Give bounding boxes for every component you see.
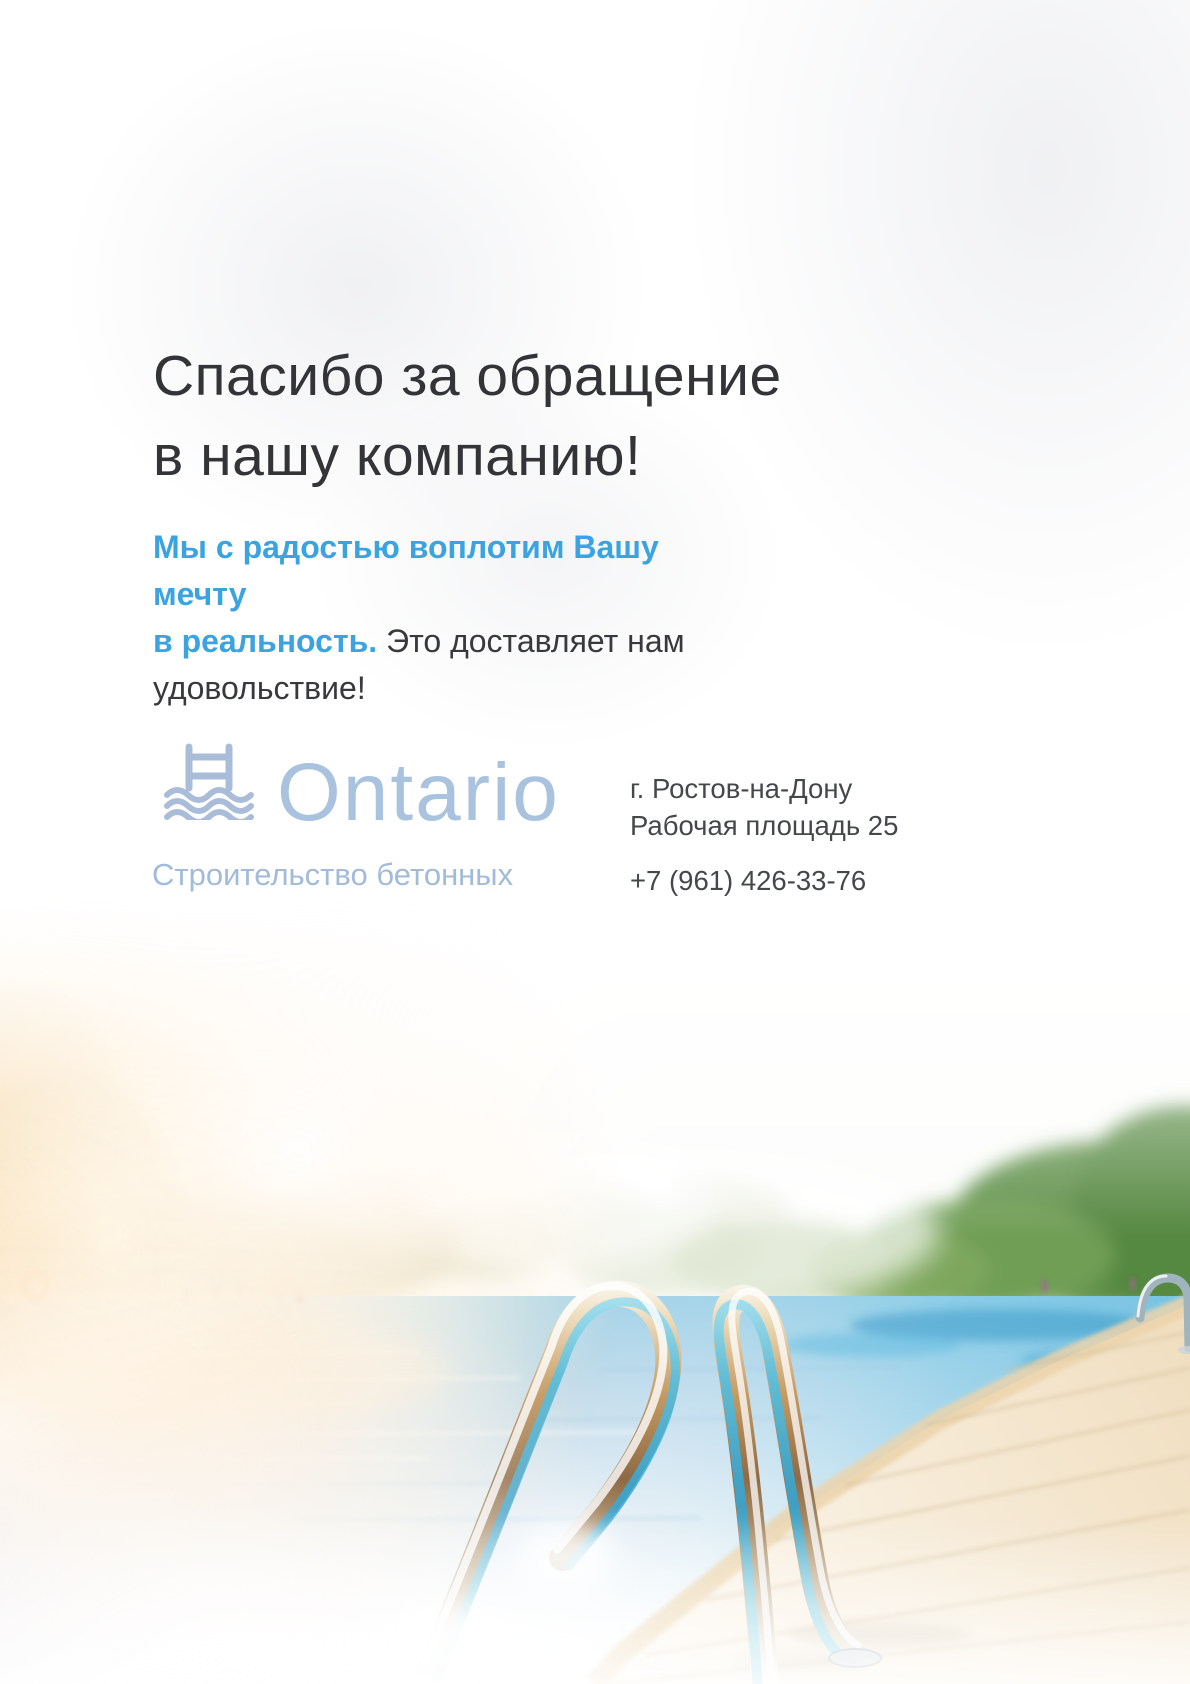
page-title-line1: Спасибо за обращение [153,344,782,408]
lead-regular: Это доставляет нам удовольствие! [153,623,685,706]
contact-city: г. Ростов-на-Дону [630,773,853,804]
lead-highlight-line1: Мы с радостью воплотим Вашу мечту [153,529,659,612]
bottom-left-glow [0,900,1190,1684]
pool-ladder-waves-icon [163,742,255,820]
brand-wordmark: Ontario [277,747,560,838]
pool-photo [0,900,1190,1684]
brand-tagline-line1: Строительство бетонных [152,857,514,892]
page-title [153,336,913,496]
lead-paragraph [153,524,753,712]
page-title-line2: в нашу компанию! [153,424,642,488]
contact-street: Рабочая площадь 25 [630,810,899,841]
contact-phone[interactable]: +7 (961) 426-33-76 [630,865,867,896]
lead-highlight-line2: в реальность. [153,623,378,659]
